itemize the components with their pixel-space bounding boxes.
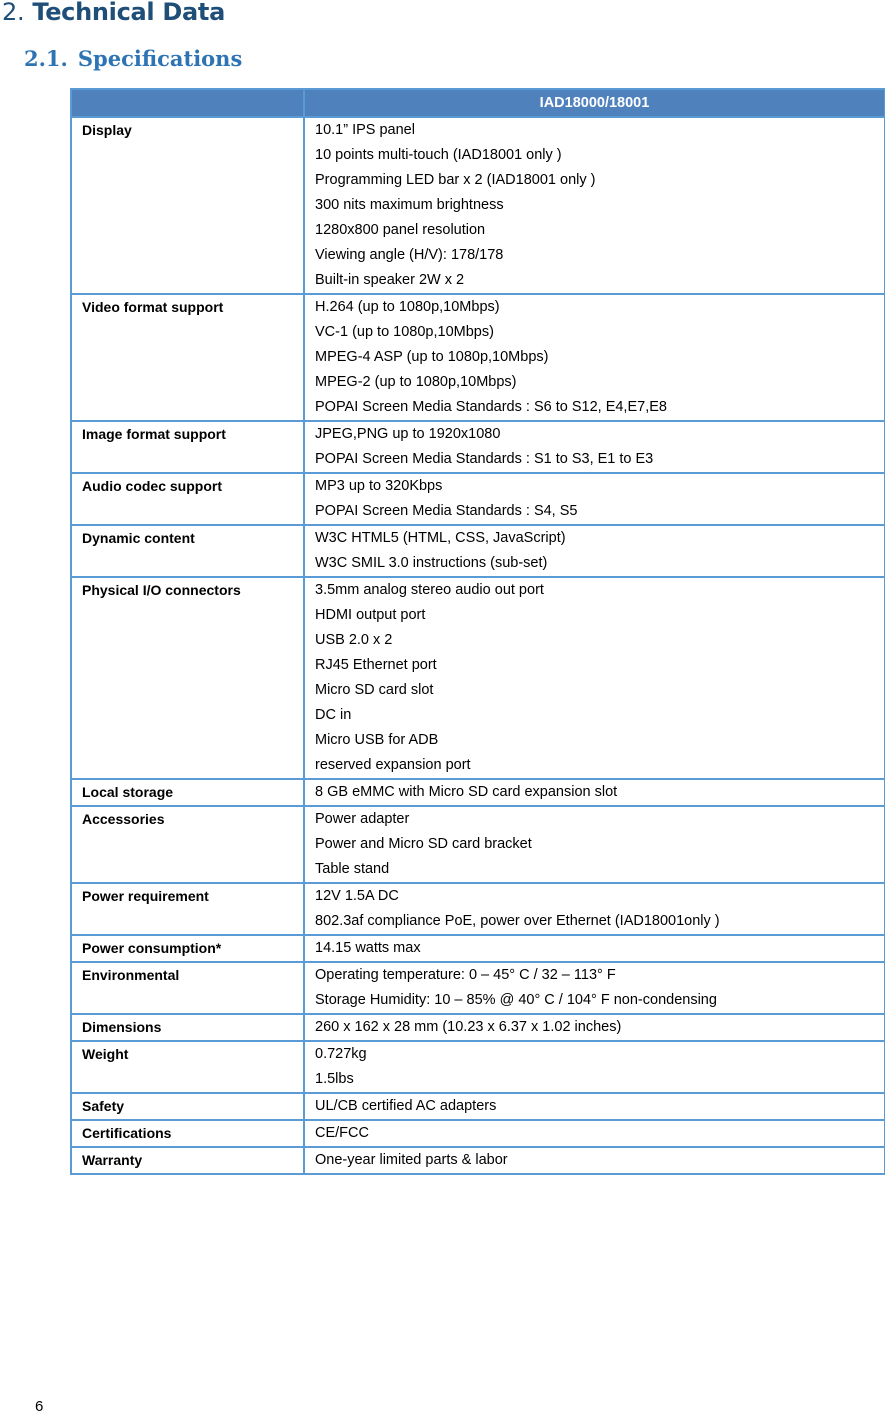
spec-value-line: Table stand bbox=[315, 861, 390, 877]
spec-value-line: Viewing angle (H/V): 178/178 bbox=[315, 247, 504, 263]
spec-value-line: MPEG-4 ASP (up to 1080p,10Mbps) bbox=[315, 349, 549, 365]
spec-label: Accessories bbox=[71, 806, 304, 883]
table-row bbox=[71, 1041, 885, 1093]
spec-label: Certifications bbox=[71, 1120, 304, 1147]
spec-label: Dimensions bbox=[71, 1014, 304, 1041]
table-row bbox=[71, 962, 885, 1014]
spec-value-line: UL/CB certified AC adapters bbox=[315, 1098, 497, 1114]
table-row bbox=[71, 577, 885, 779]
spec-value-line: VC-1 (up to 1080p,10Mbps) bbox=[315, 324, 494, 340]
table-header-model: IAD18000/18001 bbox=[304, 89, 885, 117]
spec-value bbox=[304, 117, 885, 294]
spec-value-line: Power and Micro SD card bracket bbox=[315, 836, 532, 852]
spec-value-line: DC in bbox=[315, 707, 352, 723]
table-row bbox=[71, 806, 885, 883]
spec-value bbox=[304, 473, 885, 525]
spec-value bbox=[304, 935, 885, 962]
spec-label: Image format support bbox=[71, 421, 304, 473]
spec-value-line: Built-in speaker 2W x 2 bbox=[315, 272, 465, 288]
section-heading bbox=[2, 0, 225, 26]
spec-value-line: MP3 up to 320Kbps bbox=[315, 478, 443, 494]
spec-label: Power consumption* bbox=[71, 935, 304, 962]
spec-value-line: H.264 (up to 1080p,10Mbps) bbox=[315, 299, 500, 315]
spec-value bbox=[304, 1120, 885, 1147]
spec-value bbox=[304, 525, 885, 577]
spec-label: Physical I/O connectors bbox=[71, 577, 304, 779]
spec-value-line: 300 nits maximum brightness bbox=[315, 197, 504, 213]
spec-value-line: CE/FCC bbox=[315, 1125, 369, 1141]
table-row bbox=[71, 473, 885, 525]
spec-value bbox=[304, 421, 885, 473]
table-row bbox=[71, 421, 885, 473]
subsection-heading bbox=[24, 46, 242, 71]
spec-value-line: Micro USB for ADB bbox=[315, 732, 439, 748]
spec-value bbox=[304, 962, 885, 1014]
spec-label: Environmental bbox=[71, 962, 304, 1014]
subsection-title: Specifications bbox=[77, 46, 243, 71]
spec-value-line: 3.5mm analog stereo audio out port bbox=[315, 582, 544, 598]
specifications-table bbox=[70, 88, 885, 1175]
table-row bbox=[71, 525, 885, 577]
spec-label: Weight bbox=[71, 1041, 304, 1093]
spec-value-line: 0.727kg bbox=[315, 1046, 367, 1062]
spec-label: Dynamic content bbox=[71, 525, 304, 577]
spec-value bbox=[304, 883, 885, 935]
spec-value-line: HDMI output port bbox=[315, 607, 426, 623]
spec-value-line: 10 points multi-touch (IAD18001 only ) bbox=[315, 147, 562, 163]
spec-label: Local storage bbox=[71, 779, 304, 806]
spec-label: Display bbox=[71, 117, 304, 294]
table-header-cell bbox=[71, 89, 304, 117]
spec-label: Safety bbox=[71, 1093, 304, 1120]
spec-value-line: RJ45 Ethernet port bbox=[315, 657, 437, 673]
spec-label: Warranty bbox=[71, 1147, 304, 1174]
spec-value-line: JPEG,PNG up to 1920x1080 bbox=[315, 426, 501, 442]
table-row bbox=[71, 779, 885, 806]
spec-value-line: Storage Humidity: 10 – 85% @ 40° C / 104° F non-condensing bbox=[315, 992, 717, 1008]
spec-value bbox=[304, 1147, 885, 1174]
table-row bbox=[71, 883, 885, 935]
spec-value-line: Operating temperature: 0 – 45° C / 32 – 113° F bbox=[315, 967, 616, 983]
table-row bbox=[71, 935, 885, 962]
table-row bbox=[71, 1014, 885, 1041]
spec-value bbox=[304, 1041, 885, 1093]
spec-value-line: 14.15 watts max bbox=[315, 940, 421, 956]
section-title: Technical Data bbox=[32, 0, 225, 26]
spec-value-line: reserved expansion port bbox=[315, 757, 471, 773]
spec-value-line: One-year limited parts & labor bbox=[315, 1152, 508, 1168]
section-number: 2. bbox=[2, 0, 25, 26]
spec-value-line: W3C SMIL 3.0 instructions (sub-set) bbox=[315, 555, 548, 571]
table-body bbox=[71, 117, 885, 1174]
spec-value-line: 10.1” IPS panel bbox=[315, 122, 415, 138]
spec-value bbox=[304, 294, 885, 421]
spec-label: Audio codec support bbox=[71, 473, 304, 525]
spec-label: Power requirement bbox=[71, 883, 304, 935]
table-header-row bbox=[71, 89, 885, 117]
spec-value-line: POPAI Screen Media Standards : S4, S5 bbox=[315, 503, 578, 519]
spec-value bbox=[304, 1093, 885, 1120]
spec-value-line: Programming LED bar x 2 (IAD18001 only ) bbox=[315, 172, 596, 188]
spec-value bbox=[304, 577, 885, 779]
spec-value-line: 1280x800 panel resolution bbox=[315, 222, 486, 238]
table-row bbox=[71, 117, 885, 294]
spec-value bbox=[304, 1014, 885, 1041]
spec-value-line: POPAI Screen Media Standards : S1 to S3, E1 to E3 bbox=[315, 451, 654, 467]
spec-value-line: USB 2.0 x 2 bbox=[315, 632, 393, 648]
table-row bbox=[71, 294, 885, 421]
spec-label: Video format support bbox=[71, 294, 304, 421]
table-row bbox=[71, 1093, 885, 1120]
table-row bbox=[71, 1120, 885, 1147]
page-number: 6 bbox=[35, 1398, 44, 1415]
spec-value-line: W3C HTML5 (HTML, CSS, JavaScript) bbox=[315, 530, 566, 546]
spec-value bbox=[304, 806, 885, 883]
table-row bbox=[71, 1147, 885, 1174]
spec-value-line: Micro SD card slot bbox=[315, 682, 434, 698]
spec-value bbox=[304, 779, 885, 806]
spec-value-line: Power adapter bbox=[315, 811, 410, 827]
spec-value-line: MPEG-2 (up to 1080p,10Mbps) bbox=[315, 374, 517, 390]
spec-value-line: 260 x 162 x 28 mm (10.23 x 6.37 x 1.02 inches) bbox=[315, 1019, 622, 1035]
subsection-number: 2.1. bbox=[24, 46, 68, 71]
spec-value-line: 1.5lbs bbox=[315, 1071, 354, 1087]
spec-value-line: POPAI Screen Media Standards : S6 to S12, E4,E7,E8 bbox=[315, 399, 667, 415]
spec-value-line: 12V 1.5A DC bbox=[315, 888, 399, 904]
spec-value-line: 8 GB eMMC with Micro SD card expansion slot bbox=[315, 784, 618, 800]
spec-value-line: 802.3af compliance PoE, power over Ethernet (IAD18001only ) bbox=[315, 913, 720, 929]
